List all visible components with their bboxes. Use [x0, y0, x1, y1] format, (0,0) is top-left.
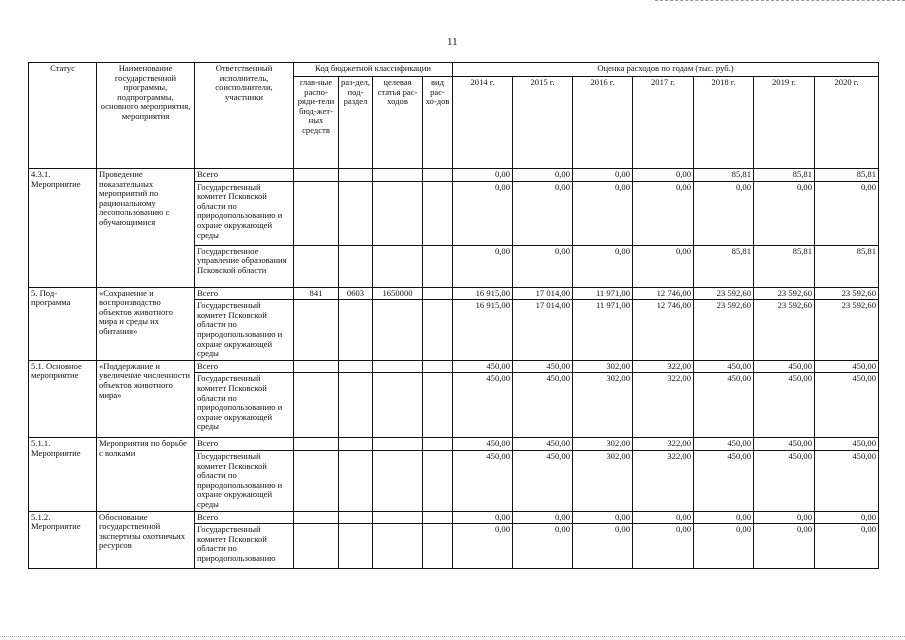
csr-cell [373, 438, 423, 451]
csr-cell [373, 360, 423, 373]
grbs-cell [294, 373, 339, 438]
value-cell-2019: 0,00 [754, 511, 815, 524]
csr-cell [373, 373, 423, 438]
value-cell-2017: 322,00 [633, 360, 694, 373]
value-cell-2014: 0,00 [453, 245, 513, 287]
value-cell-2016: 302,00 [573, 373, 633, 438]
vr-cell [423, 524, 453, 569]
value-cell-2019: 85,81 [754, 245, 815, 287]
executor-cell: Государственное управление образования Псковской области [195, 245, 294, 287]
value-cell-2015: 0,00 [513, 511, 573, 524]
value-cell-2019: 450,00 [754, 373, 815, 438]
value-cell-2017: 322,00 [633, 373, 694, 438]
executor-cell: Всего [195, 438, 294, 451]
table-row [29, 169, 879, 182]
value-cell-2015: 0,00 [513, 245, 573, 287]
value-cell-2020: 450,00 [815, 360, 879, 373]
name-cell: Проведение показательных мероприятий по рациональному лесопользованию с обучающимися [97, 169, 195, 288]
value-cell-2014: 16 915,00 [453, 287, 513, 300]
value-cell-2019: 0,00 [754, 524, 815, 569]
value-cell-2017: 12 746,00 [633, 300, 694, 361]
value-cell-2020: 0,00 [815, 511, 879, 524]
header-vr: вид рас-хо-дов [423, 77, 453, 169]
grbs-cell [294, 511, 339, 524]
rzpr-cell [339, 360, 373, 373]
value-cell-2019: 23 592,60 [754, 300, 815, 361]
value-cell-2016: 302,00 [573, 450, 633, 511]
executor-cell: Государственный комитет Псковской области по природопользованию и охране окружающей среды [195, 181, 294, 245]
value-cell-2016: 302,00 [573, 360, 633, 373]
value-cell-2020: 85,81 [815, 245, 879, 287]
scan-edge-top [655, 0, 905, 1]
value-cell-2015: 0,00 [513, 169, 573, 182]
value-cell-2019: 23 592,60 [754, 287, 815, 300]
grbs-cell [294, 524, 339, 569]
header-name: Наименование государственной программы, подпрограммы, основного мероприятия, мероприятия [97, 63, 195, 169]
value-cell-2020: 450,00 [815, 373, 879, 438]
executor-cell: Всего [195, 511, 294, 524]
value-cell-2019: 85,81 [754, 169, 815, 182]
value-cell-2018: 0,00 [694, 181, 754, 245]
csr-cell [373, 300, 423, 361]
value-cell-2018: 450,00 [694, 450, 754, 511]
header-csr: целевая статья рас-ходов [373, 77, 423, 169]
value-cell-2020: 23 592,60 [815, 287, 879, 300]
value-cell-2018: 0,00 [694, 524, 754, 569]
executor-cell: Государственный комитет Псковской области по природопользованию и охране окружающей среды [195, 373, 294, 438]
executor-cell: Всего [195, 360, 294, 373]
header-year-2017: 2017 г. [633, 77, 694, 169]
budget-table [28, 62, 879, 569]
vr-cell [423, 511, 453, 524]
value-cell-2018: 450,00 [694, 360, 754, 373]
rzpr-cell [339, 524, 373, 569]
value-cell-2014: 450,00 [453, 360, 513, 373]
rzpr-cell [339, 438, 373, 451]
value-cell-2016: 0,00 [573, 524, 633, 569]
value-cell-2020: 85,81 [815, 169, 879, 182]
value-cell-2018: 450,00 [694, 373, 754, 438]
value-cell-2015: 17 014,00 [513, 287, 573, 300]
value-cell-2015: 0,00 [513, 524, 573, 569]
vr-cell [423, 181, 453, 245]
name-cell: «Сохранение и воспроизводство объектов животного мира и среды их обитания» [97, 287, 195, 360]
vr-cell [423, 169, 453, 182]
value-cell-2016: 0,00 [573, 511, 633, 524]
value-cell-2020: 0,00 [815, 181, 879, 245]
header-year-2019: 2019 г. [754, 77, 815, 169]
vr-cell [423, 450, 453, 511]
executor-cell: Государственный комитет Псковской области по природопользованию и охране окружающей среды [195, 450, 294, 511]
value-cell-2014: 16 915,00 [453, 300, 513, 361]
value-cell-2014: 450,00 [453, 450, 513, 511]
page-number: 11 [447, 36, 458, 48]
rzpr-cell: 0603 [339, 287, 373, 300]
csr-cell: 1650000 [373, 287, 423, 300]
rzpr-cell [339, 373, 373, 438]
vr-cell [423, 287, 453, 300]
value-cell-2014: 0,00 [453, 169, 513, 182]
value-cell-2014: 0,00 [453, 181, 513, 245]
value-cell-2019: 450,00 [754, 450, 815, 511]
budget-table-body [29, 169, 879, 569]
value-cell-2017: 0,00 [633, 181, 694, 245]
header-year-2014: 2014 г. [453, 77, 513, 169]
csr-cell [373, 245, 423, 287]
rzpr-cell [339, 245, 373, 287]
grbs-cell [294, 438, 339, 451]
value-cell-2017: 0,00 [633, 511, 694, 524]
value-cell-2020: 450,00 [815, 438, 879, 451]
vr-cell [423, 373, 453, 438]
value-cell-2018: 85,81 [694, 169, 754, 182]
rzpr-cell [339, 169, 373, 182]
executor-cell: Всего [195, 287, 294, 300]
grbs-cell: 841 [294, 287, 339, 300]
header-year-2018: 2018 г. [694, 77, 754, 169]
value-cell-2017: 12 746,00 [633, 287, 694, 300]
value-cell-2017: 322,00 [633, 450, 694, 511]
executor-cell: Государственный комитет Псковской области по природопользованию и охране окружающей среды [195, 300, 294, 361]
value-cell-2016: 302,00 [573, 438, 633, 451]
value-cell-2017: 0,00 [633, 524, 694, 569]
status-cell: 5.1. Основное мероприятие [29, 360, 97, 438]
value-cell-2015: 17 014,00 [513, 300, 573, 361]
name-cell: «Поддержание и увеличение численности объектов животного мира» [97, 360, 195, 438]
name-cell: Мероприятия по борьбе с волками [97, 438, 195, 511]
header-grbs: глав-ные распо-ряди-тели бюд-жет-ных средств [294, 77, 339, 169]
value-cell-2015: 450,00 [513, 360, 573, 373]
header-estimate: Оценка расходов по годам (тыс. руб.) [453, 63, 879, 77]
grbs-cell [294, 300, 339, 361]
value-cell-2018: 450,00 [694, 438, 754, 451]
rzpr-cell [339, 511, 373, 524]
header-rzpr: раз-дел, под-раздел [339, 77, 373, 169]
vr-cell [423, 438, 453, 451]
value-cell-2015: 450,00 [513, 438, 573, 451]
value-cell-2017: 0,00 [633, 245, 694, 287]
grbs-cell [294, 245, 339, 287]
table-row [29, 438, 879, 451]
header-year-2016: 2016 г. [573, 77, 633, 169]
value-cell-2014: 0,00 [453, 524, 513, 569]
value-cell-2019: 450,00 [754, 438, 815, 451]
name-cell: Обоснование государственной экспертизы охотничьих ресурсов [97, 511, 195, 569]
value-cell-2018: 0,00 [694, 511, 754, 524]
csr-cell [373, 450, 423, 511]
vr-cell [423, 245, 453, 287]
vr-cell [423, 360, 453, 373]
value-cell-2016: 11 971,00 [573, 287, 633, 300]
value-cell-2016: 0,00 [573, 181, 633, 245]
value-cell-2015: 0,00 [513, 181, 573, 245]
value-cell-2020: 450,00 [815, 450, 879, 511]
value-cell-2020: 0,00 [815, 524, 879, 569]
budget-table-container [28, 62, 879, 569]
value-cell-2019: 450,00 [754, 360, 815, 373]
value-cell-2018: 85,81 [694, 245, 754, 287]
value-cell-2014: 450,00 [453, 438, 513, 451]
executor-cell: Всего [195, 169, 294, 182]
value-cell-2017: 322,00 [633, 438, 694, 451]
header-year-2015: 2015 г. [513, 77, 573, 169]
grbs-cell [294, 450, 339, 511]
value-cell-2015: 450,00 [513, 450, 573, 511]
value-cell-2015: 450,00 [513, 373, 573, 438]
grbs-cell [294, 181, 339, 245]
status-cell: 5.1.2. Мероприятие [29, 511, 97, 569]
rzpr-cell [339, 181, 373, 245]
header-executor: Ответственный исполнитель, соисполнители, участники [195, 63, 294, 169]
csr-cell [373, 524, 423, 569]
executor-cell: Государственный комитет Псковской области по природопользованию [195, 524, 294, 569]
value-cell-2017: 0,00 [633, 169, 694, 182]
table-row [29, 511, 879, 524]
status-cell: 5.1.1. Мероприятие [29, 438, 97, 511]
value-cell-2018: 23 592,60 [694, 287, 754, 300]
value-cell-2014: 0,00 [453, 511, 513, 524]
csr-cell [373, 181, 423, 245]
header-budget-code: Код бюджетной классификации [294, 63, 453, 77]
value-cell-2016: 0,00 [573, 169, 633, 182]
value-cell-2016: 11 971,00 [573, 300, 633, 361]
rzpr-cell [339, 300, 373, 361]
header-status: Статус [29, 63, 97, 169]
csr-cell [373, 169, 423, 182]
status-cell: 5. Под-программа [29, 287, 97, 360]
vr-cell [423, 300, 453, 361]
csr-cell [373, 511, 423, 524]
value-cell-2019: 0,00 [754, 181, 815, 245]
grbs-cell [294, 169, 339, 182]
scan-edge-bottom [0, 636, 905, 637]
header-year-2020: 2020 г. [815, 77, 879, 169]
status-cell: 4.3.1. Мероприятие [29, 169, 97, 288]
rzpr-cell [339, 450, 373, 511]
value-cell-2016: 0,00 [573, 245, 633, 287]
table-row [29, 360, 879, 373]
value-cell-2020: 23 592,60 [815, 300, 879, 361]
grbs-cell [294, 360, 339, 373]
value-cell-2018: 23 592,60 [694, 300, 754, 361]
value-cell-2014: 450,00 [453, 373, 513, 438]
table-row [29, 287, 879, 300]
